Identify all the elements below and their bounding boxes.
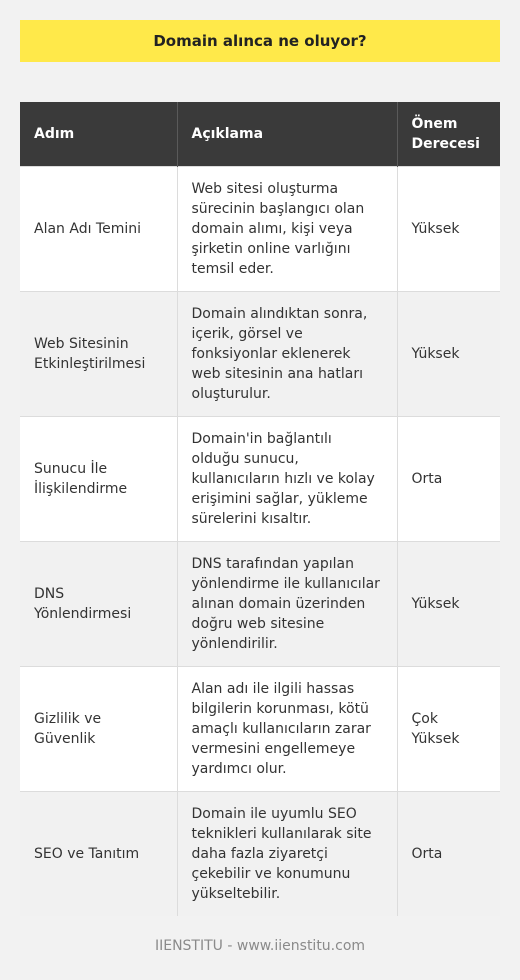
cell-importance: Yüksek — [397, 167, 500, 292]
cell-description: Alan adı ile ilgili hassas bilgilerin korunması, kötü amaçlı kullanıcıların zarar vermesini engellemeye yardımcı olur. — [177, 667, 397, 792]
cell-step: Sunucu İle İlişkilendirme — [20, 417, 177, 542]
cell-step: Gizlilik ve Güvenlik — [20, 667, 177, 792]
header-step: Adım — [20, 102, 177, 167]
cell-importance: Yüksek — [397, 542, 500, 667]
table-header-row — [20, 102, 500, 167]
table-row — [20, 417, 500, 542]
cell-step: Web Sitesinin Etkinleştirilmesi — [20, 292, 177, 417]
cell-step: SEO ve Tanıtım — [20, 792, 177, 917]
cell-step: DNS Yönlendirmesi — [20, 542, 177, 667]
cell-description: Domain'in bağlantılı olduğu sunucu, kullanıcıların hızlı ve kolay erişimini sağlar, yükleme sürelerini kısaltır. — [177, 417, 397, 542]
cell-description: DNS tarafından yapılan yönlendirme ile kullanıcılar alınan domain üzerinden doğru web sitesine yönlendirilir. — [177, 542, 397, 667]
cell-importance: Orta — [397, 417, 500, 542]
table-row — [20, 292, 500, 417]
header-description: Açıklama — [177, 102, 397, 167]
page-title: Domain alınca ne oluyor? — [20, 20, 500, 62]
table-row — [20, 167, 500, 292]
cell-description: Domain alındıktan sonra, içerik, görsel ve fonksiyonlar eklenerek web sitesinin ana hatları oluşturulur. — [177, 292, 397, 417]
cell-description: Web sitesi oluşturma sürecinin başlangıcı olan domain alımı, kişi veya şirketin online varlığını temsil eder. — [177, 167, 397, 292]
footer-credit: IIENSTITU - www.iienstitu.com — [154, 938, 366, 954]
cell-importance: Çok Yüksek — [397, 667, 500, 792]
cell-description: Domain ile uyumlu SEO teknikleri kullanılarak site daha fazla ziyaretçi çekebilir ve konumunu yükseltebilir. — [177, 792, 397, 917]
table-row — [20, 542, 500, 667]
table-row — [20, 667, 500, 792]
cell-importance: Orta — [397, 792, 500, 917]
info-table — [20, 102, 500, 916]
header-importance: Önem Derecesi — [397, 102, 500, 167]
cell-importance: Yüksek — [397, 292, 500, 417]
table-row — [20, 792, 500, 917]
cell-step: Alan Adı Temini — [20, 167, 177, 292]
